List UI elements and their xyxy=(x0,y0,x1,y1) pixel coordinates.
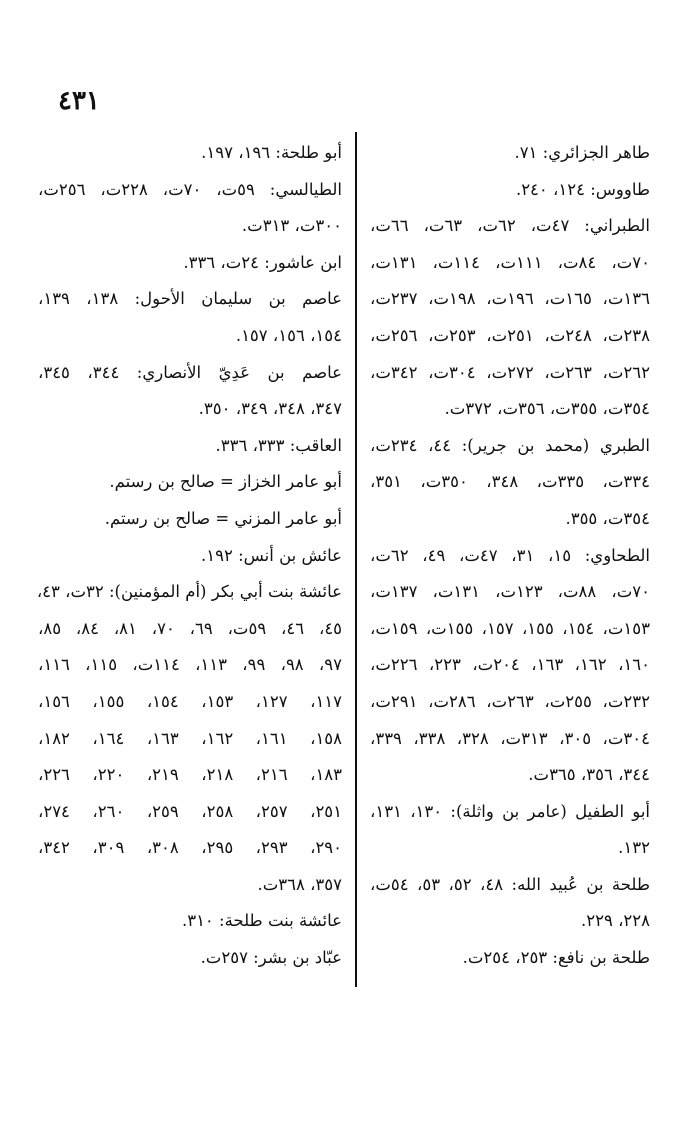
index-line: طلحة بن عُبيد الله: ٤٨، ٥٢، ٥٣، ٥٤ت، xyxy=(370,874,651,894)
index-line: عبّاد بن بشر: ٢٥٧ت. xyxy=(200,948,342,968)
index-line: ٣٤٤، ٣٥٦، ٣٦٥ت. xyxy=(528,765,650,785)
index-line: ١٣٦ت، ١٦٥ت، ١٩٦ت، ١٩٨ت، ٢٣٧ت، xyxy=(370,289,651,309)
index-line: الطبري (محمد بن جرير): ٤٤، ٢٣٤ت، xyxy=(370,435,650,455)
index-line: ابن عاشور: ٢٤ت، ٣٣٦. xyxy=(183,252,342,272)
index-column-right xyxy=(370,135,650,977)
index-line: العاقب: ٣٣٣، ٣٣٦. xyxy=(215,435,342,455)
index-line: ٧٠ت، ٨٤ت، ١١١ت، ١١٤ت، ١٣١ت، xyxy=(370,252,650,272)
index-line: عاصم بن سليمان الأحول: ١٣٨، ١٣٩، xyxy=(38,289,342,309)
index-line: الطحاوي: ١٥، ٣١، ٤٧ت، ٤٩، ٦٢ت، xyxy=(370,545,650,565)
index-line: ٣٥٤ت، ٣٥٥ت، ٣٥٦ت، ٣٧٢ت. xyxy=(444,399,650,419)
index-line: ١١٧، ١٢٧، ١٥٣، ١٥٤، ١٥٥، ١٥٦، xyxy=(38,691,343,711)
index-line: ٢٦٢ت، ٢٦٣ت، ٢٧٢ت، ٣٠٤ت، ٣٤٢ت، xyxy=(370,362,651,382)
index-line: عائشة بنت طلحة: ٣١٠. xyxy=(181,911,342,931)
index-line: ٢٢٨، ٢٢٩. xyxy=(580,911,650,931)
index-line: ١٥٣ت، ١٥٤، ١٥٥، ١٥٧، ١٥٥ت، ١٥٩ت، xyxy=(370,618,650,638)
index-line: عاصم بن عَدِيّ الأنصاري: ٣٤٤، ٣٤٥، xyxy=(38,362,342,382)
page-number: ٤٣١ xyxy=(58,86,100,116)
index-line: طاهر الجزائري: ٧١. xyxy=(514,143,650,162)
index-line: الطيالسي: ٥٩ت، ٧٠ت، ٢٢٨ت، ٢٥٦ت، xyxy=(38,179,342,199)
column-divider xyxy=(355,132,357,987)
index-line: ١٨٣، ٢١٦، ٢١٨، ٢١٩، ٢٢٠، ٢٢٦، xyxy=(38,765,343,785)
index-line: أبو عامر المزني = صالح بن رستم. xyxy=(104,508,342,528)
index-line: ١٦٠، ١٦٢، ١٦٣، ٢٠٤ت، ٢٢٣، ٢٢٦ت، xyxy=(370,655,651,675)
index-line: طلحة بن نافع: ٢٥٣، ٢٥٤ت. xyxy=(462,948,650,968)
index-line: أبو عامر الخزاز = صالح بن رستم. xyxy=(109,472,342,492)
index-column-left xyxy=(38,135,342,977)
index-line: ١٥٨، ١٦١، ١٦٢، ١٦٣، ١٦٤، ١٨٢، xyxy=(38,728,343,748)
index-line: ٢٥١، ٢٥٧، ٢٥٨، ٢٥٩، ٢٦٠، ٢٧٤، xyxy=(38,801,343,821)
index-line: ٢٩٠، ٢٩٣، ٢٩٥، ٣٠٨، ٣٠٩، ٣٤٢، xyxy=(38,838,343,858)
index-line: ٣٥٤ت، ٣٥٥. xyxy=(565,508,650,528)
index-line: ٢٣٨ت، ٢٤٨ت، ٢٥١ت، ٢٥٣ت، ٢٥٦ت، xyxy=(370,325,651,345)
index-line: الطبراني: ٤٧ت، ٦٢ت، ٦٣ت، ٦٦ت، xyxy=(370,216,651,236)
index-line: ٣٤٧، ٣٤٨، ٣٤٩، ٣٥٠. xyxy=(198,399,342,419)
index-line: ٣٠٤ت، ٣٠٥، ٣١٣ت، ٣٢٨، ٣٣٨، ٣٣٩، xyxy=(370,728,651,748)
index-line: ٢٣٢ت، ٢٥٥ت، ٢٦٣ت، ٢٨٦ت، ٢٩١ت، xyxy=(370,691,651,711)
index-line: طاووس: ١٢٤، ٢٤٠. xyxy=(515,179,650,199)
index-line: ٣٣٤ت، ٣٣٥ت، ٣٤٨، ٣٥٠ت، ٣٥١، xyxy=(370,472,651,492)
index-line: أبو الطفيل (عامر بن واثلة): ١٣٠، ١٣١، xyxy=(370,801,651,821)
index-line: ٩٧، ٩٨، ٩٩، ١١٣، ١١٤ت، ١١٥، ١١٦، xyxy=(38,655,342,675)
index-line: عائشة بنت أبي بكر (أم المؤمنين): ٣٢ت، ٤٣، xyxy=(36,582,342,602)
index-line: ٧٠ت، ٨٨ت، ١٢٣ت، ١٣١ت، ١٣٧ت، xyxy=(370,582,650,602)
index-line: ١٥٤، ١٥٦، ١٥٧. xyxy=(235,325,342,345)
index-line: ٣٥٧، ٣٦٨ت. xyxy=(257,874,342,894)
index-line: ٤٥، ٤٦، ٥٩ت، ٦٩، ٧٠، ٨١، ٨٤، ٨٥، xyxy=(38,618,343,638)
index-line: عائش بن أنس: ١٩٢. xyxy=(200,545,342,565)
index-line: ٣٠٠ت، ٣١٣ت. xyxy=(241,216,342,236)
index-line: ١٣٢. xyxy=(618,838,650,858)
index-line: أبو طلحة: ١٩٦، ١٩٧. xyxy=(201,143,342,162)
